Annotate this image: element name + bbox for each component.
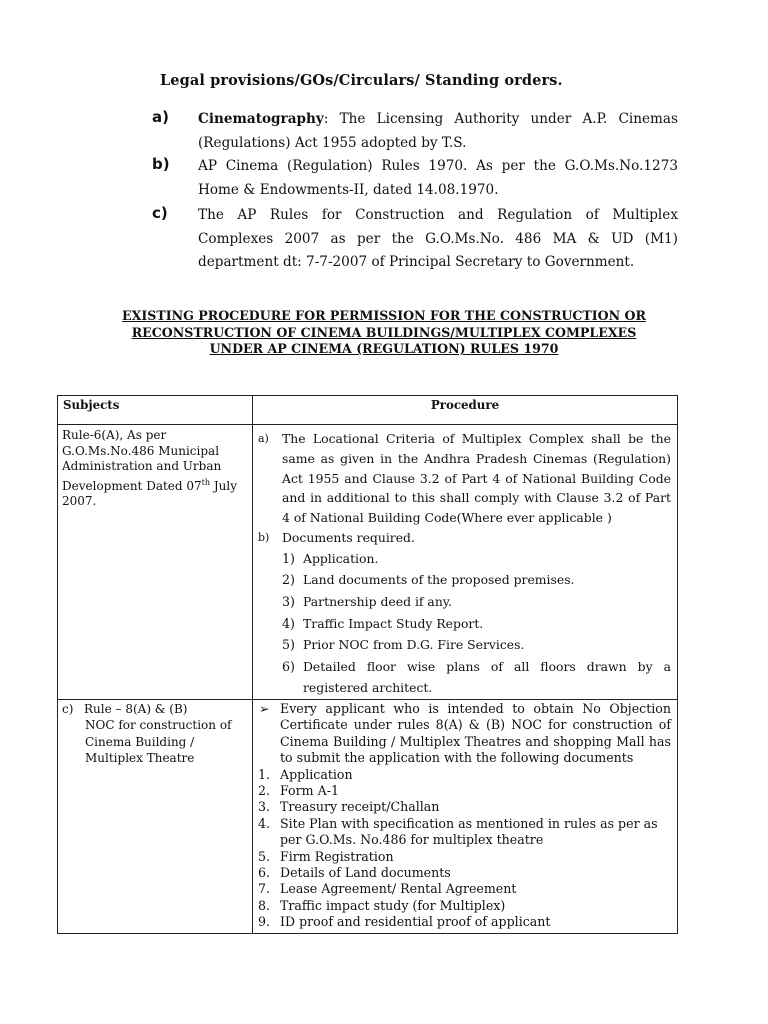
table-row — [58, 699, 678, 933]
list-item: 2) Land documents of the proposed premises. — [282, 572, 575, 588]
procedure-cell — [253, 425, 678, 700]
subject-cell: Rule-6(A), As per G.O.Ms.No.486 Municipal Administration and Urban Development Dated 07th July 2007. — [58, 425, 253, 700]
header-subjects: Subjects — [58, 396, 253, 425]
list-item: 8. Traffic impact study (for Multiplex) — [258, 897, 506, 913]
provision-label: c) — [152, 204, 168, 222]
required-documents-list — [253, 767, 677, 933]
list-item: 2. Form A-1 — [258, 782, 339, 798]
table-header-row — [58, 396, 678, 425]
list-item: 4. Site Plan with specification as mentioned in rules as per as per G.O.Ms. No.486 for multiplex theatre — [258, 815, 658, 848]
procedure-item-a: a) The Locational Criteria of Multiplex Complex shall be the same as given in the Andhra Pradesh Cinemas (Regulation) Act 1955 and Clause 3.2 of Part 4 of National Building Code and in additional to this shall comply with Clause 3.2 of Part 4 of National Building Code(Where ever applicable ) — [258, 431, 671, 526]
list-item: 9. ID proof and residential proof of applicant — [258, 914, 551, 930]
list-item: 3. Treasury receipt/Challan — [258, 799, 440, 815]
section-title-line: UNDER AP CINEMA (REGULATION) RULES 1970 — [209, 341, 559, 356]
procedure-cell — [253, 699, 678, 933]
list-item: 6. Details of Land documents — [258, 865, 451, 880]
section-title-line: EXISTING PROCEDURE FOR PERMISSION FOR THE CONSTRUCTION OR — [122, 308, 646, 323]
provision-label: b) — [152, 155, 170, 173]
provision-text: The AP Rules for Construction and Regulation of Multiplex Complexes 2007 as per the G.O.Ms.No. 486 MA & UD (M1) department dt: 7-7-2007 of Principal Secretary to Government. — [198, 207, 678, 270]
provision-text: Cinematography: The Licensing Authority under A.P. Cinemas (Regulations) Act 1955 adopted by T.S. — [198, 111, 678, 151]
section-title-line: RECONSTRUCTION OF CINEMA BUILDINGS/MULTIPLEX COMPLEXES — [131, 324, 637, 340]
provision-text: AP Cinema (Regulation) Rules 1970. As per the G.O.Ms.No.1273 Home & Endowments-II, dated 14.08.1970. — [198, 158, 678, 198]
list-item: 5. Firm Registration — [258, 848, 394, 864]
list-item: 1) Application. — [282, 550, 379, 566]
table-row — [58, 425, 678, 700]
list-item: 7. Lease Agreement/ Rental Agreement — [258, 881, 517, 897]
procedure-intro: ➢ Every applicant who is intended to obtain No Objection Certificate under rules 8(A) & (B) NOC for construction of Cinema Building / Multiplex Theatres and shopping Mall has to submit the application with the following documents — [259, 700, 671, 766]
procedure-table — [57, 395, 678, 934]
header-procedure: Procedure — [253, 396, 678, 425]
list-item: 6) Detailed floor wise plans of all floors drawn by a registered architect. — [282, 658, 671, 696]
list-item: 5) Prior NOC from D.G. Fire Services. — [282, 637, 525, 653]
page-heading: Legal provisions/GOs/Circulars/ Standing orders. — [160, 72, 563, 89]
subject-cell: c) Rule – 8(A) & (B) NOC for construction of Cinema Building / Multiplex Theatre — [58, 699, 253, 933]
documents-list — [253, 548, 677, 699]
section-title — [90, 308, 678, 358]
arrow-bullet-icon: ➢ — [259, 700, 270, 716]
provision-bold-lead: Cinematography — [198, 111, 324, 127]
list-item: 4) Traffic Impact Study Report. — [282, 615, 484, 631]
provision-label: a) — [152, 108, 169, 126]
list-item: 1. Application — [258, 766, 353, 782]
list-item: 3) Partnership deed if any. — [282, 593, 453, 609]
procedure-item-b: b) Documents required. — [258, 529, 415, 545]
